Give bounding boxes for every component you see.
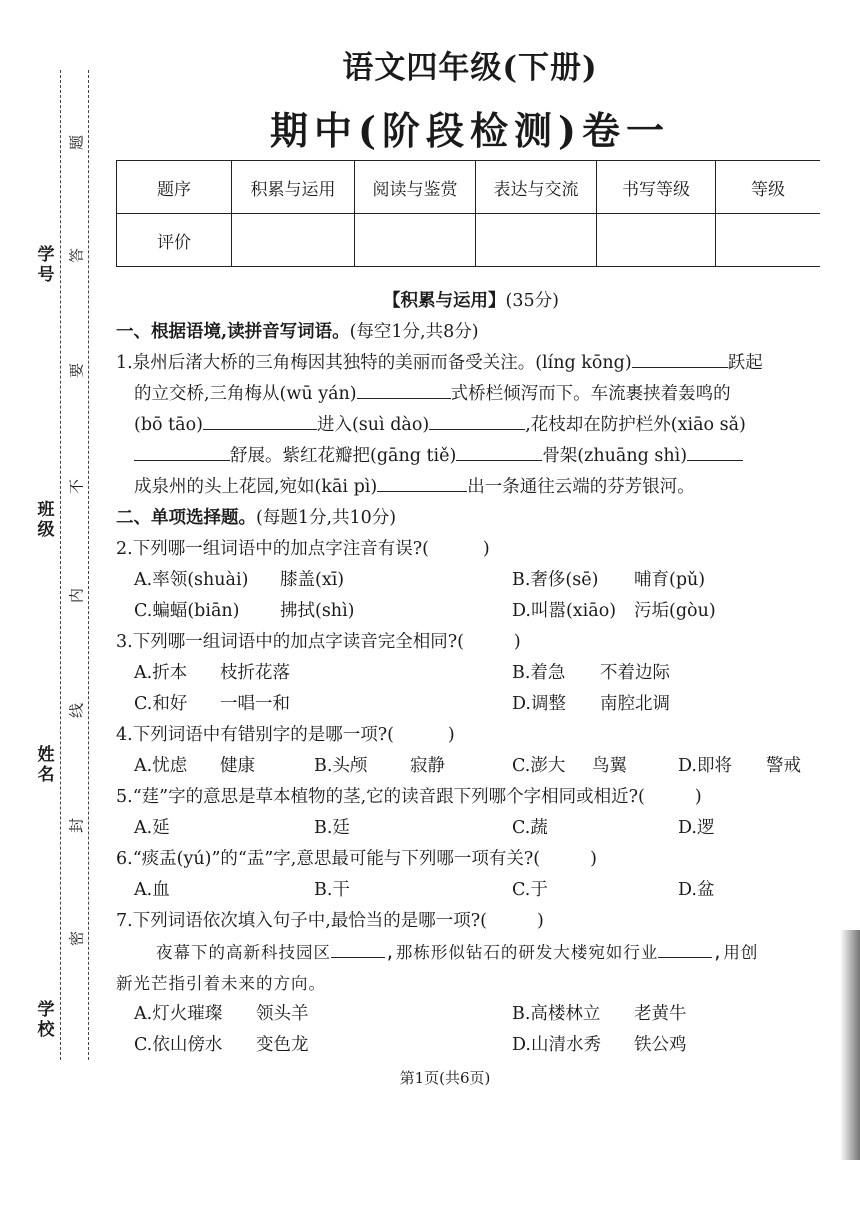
seal-char-6: 线	[67, 703, 86, 719]
question-5	[116, 782, 826, 844]
seal-char-2: 答	[67, 248, 86, 264]
q7-passage-line-2	[116, 968, 826, 999]
option-b-word1[interactable]: B.头颅	[314, 756, 368, 776]
q2-close: )	[482, 539, 490, 559]
exam-title: 语文四年级(下册)	[342, 50, 598, 86]
option-b-word2: 老黄牛	[634, 1004, 687, 1024]
label-name: 姓名	[37, 745, 55, 785]
q1-line-4	[116, 441, 826, 472]
section-title: 【积累与运用】	[383, 291, 506, 311]
q5-stem-text: 5.“莛”字的意思是草本植物的茎,它的读音跟下列哪个字相同或相近?(	[116, 787, 645, 807]
option-a-word2: 膝盖(xī)	[280, 570, 345, 590]
exam-subtitle: 期中(阶段检测)卷一	[270, 108, 670, 153]
option-a-word1[interactable]: A.忧虑	[134, 756, 188, 776]
q7-options-row-2	[116, 1030, 826, 1061]
q1-text: 出一条通往云端的芬芳银河。	[467, 477, 695, 497]
question-7	[116, 906, 826, 1061]
option-b-word2: 哺育(pǔ)	[634, 570, 706, 590]
q7-passage-text: ,用创	[712, 943, 759, 962]
answer-blank[interactable]	[377, 473, 467, 492]
q7-passage-text: 夜幕下的高新科技园区	[156, 943, 331, 962]
q6-stem-text: 6.“痰盂(yú)”的“盂”字,意思最可能与下列哪一项有关?(	[116, 849, 541, 869]
q5-close: )	[694, 787, 702, 807]
q4-close: )	[447, 725, 455, 745]
option-d-word2: 铁公鸡	[634, 1035, 687, 1055]
q1-text: ,花枝却在防护栏外(xiāo sǎ)	[525, 415, 746, 435]
q4-stem-text: 4.下列词语中有错别字的是哪一项?(	[116, 725, 394, 745]
q7-stem	[116, 906, 826, 937]
option-d-word2: 污垢(gòu)	[634, 601, 716, 621]
q1-text: 成泉州的头上花园,宛如(kāi pì)	[134, 477, 378, 497]
question-4	[116, 720, 826, 782]
option-d-word1[interactable]: D.调整	[512, 694, 566, 714]
q1-text: 的立交桥,三角梅从(wū yán)	[134, 384, 357, 404]
option-c-word1[interactable]: C.依山傍水	[134, 1035, 223, 1055]
dashed-line-outer	[60, 70, 61, 1060]
option-a-word1[interactable]: A.率领(shuài)	[134, 570, 249, 590]
option-d[interactable]: D.逻	[678, 818, 715, 838]
q6-close: )	[590, 849, 597, 869]
q7-passage-line-1	[116, 937, 826, 968]
q1-line-5	[116, 472, 826, 503]
option-d-word2: 南腔北调	[600, 694, 670, 714]
score-cell[interactable]	[597, 214, 716, 267]
option-c-word1[interactable]: C.和好	[134, 694, 188, 714]
score-header-cell: 书写等级	[597, 161, 716, 214]
q1-text: (bō tāo)	[134, 415, 203, 435]
answer-blank[interactable]	[331, 939, 385, 958]
label-school: 学校	[37, 1000, 55, 1040]
answer-blank[interactable]	[687, 442, 743, 461]
option-d[interactable]: D.盆	[678, 880, 715, 900]
score-header-cell: 等级	[716, 161, 821, 214]
option-b[interactable]: B.干	[314, 880, 350, 900]
option-d-word2: 警戒	[766, 756, 801, 776]
answer-blank[interactable]	[456, 442, 542, 461]
q1-text: 1.泉州后渚大桥的三角梅因其独特的美丽而备受关注。(líng kōng)	[116, 353, 632, 373]
q4-options-row	[116, 751, 826, 782]
option-b-word1[interactable]: B.奢侈(sē)	[512, 570, 599, 590]
option-c[interactable]: C.于	[512, 880, 548, 900]
q2-options-row-2	[116, 596, 826, 627]
score-cell[interactable]	[232, 214, 355, 267]
option-b[interactable]: B.廷	[314, 818, 350, 838]
question-1	[116, 348, 826, 503]
option-d-word1[interactable]: D.即将	[678, 756, 732, 776]
q7-options-row-1	[116, 999, 826, 1030]
option-c-word2: 一唱一和	[220, 694, 290, 714]
option-a-word2: 枝折花落	[220, 663, 290, 683]
score-row-label: 评价	[117, 214, 232, 267]
q5-options-row	[116, 813, 826, 844]
q1-line-3	[116, 410, 826, 441]
seal-char-8: 密	[67, 931, 86, 947]
score-header-cell: 阅读与鉴赏	[355, 161, 476, 214]
scan-shadow	[840, 930, 860, 1160]
answer-blank[interactable]	[203, 411, 317, 430]
part2-heading-text: 二、单项选择题。	[116, 508, 256, 528]
section-points: (35分)	[505, 291, 559, 311]
q4-stem	[116, 720, 826, 751]
option-a-word2: 健康	[220, 756, 255, 776]
label-student-number: 学号	[37, 245, 55, 285]
page-number: 第1页(共6页)	[399, 1069, 491, 1087]
score-cell[interactable]	[355, 214, 476, 267]
q1-line-1	[116, 348, 826, 379]
option-c-word1[interactable]: C.澎大	[512, 756, 566, 776]
option-b-word1[interactable]: B.着急	[512, 663, 566, 683]
seal-char-1: 题	[67, 135, 86, 151]
part1-note: (每空1分,共8分)	[349, 322, 479, 342]
q1-text: 进入(suì dào)	[316, 415, 430, 435]
part1-heading-text: 一、根据语境,读拼音写词语。	[116, 322, 350, 342]
part2-heading	[116, 503, 826, 534]
score-cell[interactable]	[476, 214, 597, 267]
option-c-word2: 变色龙	[256, 1035, 309, 1055]
score-header-cell: 积累与运用	[232, 161, 355, 214]
option-d-word1[interactable]: D.山清水秀	[512, 1035, 601, 1055]
label-class: 班级	[37, 500, 55, 540]
option-a-word2: 领头羊	[256, 1004, 309, 1024]
q6-options-row	[116, 875, 826, 906]
q2-stem-text: 2.下列哪一组词语中的加点字注音有误?(	[116, 539, 429, 559]
q7-stem-text: 7.下列词语依次填入句子中,最恰当的是哪一项?(	[116, 911, 487, 931]
option-a[interactable]: A.血	[134, 880, 170, 900]
option-b-word2: 不着边际	[600, 663, 670, 683]
q1-text: 舒展。紫红花瓣把(gāng tiě)	[230, 446, 457, 466]
option-c-word2: 拂拭(shì)	[280, 601, 355, 621]
q3-stem	[116, 627, 826, 658]
q5-stem	[116, 782, 826, 813]
exam-body	[116, 284, 826, 1061]
option-a-word1[interactable]: A.灯火璀璨	[134, 1004, 223, 1024]
q7-close: )	[536, 911, 544, 931]
q3-stem-text: 3.下列哪一组词语中的加点字读音完全相同?(	[116, 632, 464, 652]
seal-char-3: 要	[67, 363, 86, 379]
q1-line-2	[116, 379, 826, 410]
question-3	[116, 627, 826, 720]
option-a[interactable]: A.延	[134, 818, 170, 838]
q1-text: 跃起	[727, 353, 763, 373]
q3-close: )	[513, 632, 521, 652]
seal-char-5: 内	[67, 588, 86, 604]
score-cell[interactable]	[716, 214, 821, 267]
part1-heading	[116, 317, 826, 348]
answer-blank[interactable]	[632, 349, 728, 368]
option-b-word2: 寂静	[410, 756, 445, 776]
q3-options-row-2	[116, 689, 826, 720]
score-header-cell: 题序	[117, 161, 232, 214]
option-b-word1[interactable]: B.高楼林立	[512, 1004, 601, 1024]
option-c-word1[interactable]: C.蝙蝠(biān)	[134, 601, 240, 621]
answer-blank[interactable]	[357, 380, 451, 399]
q7-passage-text: ,那栋形似钻石的研发大楼宛如行业	[385, 943, 659, 962]
q7-passage-text: 新光芒指引着未来的方向。	[116, 974, 326, 993]
question-6	[116, 844, 826, 906]
q3-options-row-1	[116, 658, 826, 689]
question-2	[116, 534, 826, 627]
section-heading	[116, 286, 826, 317]
option-d-word1[interactable]: D.叫嚣(xiāo)	[512, 601, 617, 621]
option-c-word2: 鸟翼	[592, 756, 627, 776]
q1-text: 骨架(zhuāng shì)	[542, 446, 688, 466]
part2-note: (每题1分,共10分)	[256, 508, 397, 528]
seal-char-7: 封	[67, 818, 86, 834]
answer-blank[interactable]	[134, 442, 230, 461]
q1-text: 式桥栏倾泻而下。车流裹挟着轰鸣的	[450, 384, 731, 404]
score-table-header-row	[117, 161, 821, 214]
answer-blank[interactable]	[429, 411, 525, 430]
score-table-eval-row	[117, 214, 821, 267]
answer-blank[interactable]	[658, 939, 712, 958]
score-table	[116, 160, 820, 267]
option-a-word1[interactable]: A.折本	[134, 663, 188, 683]
option-c[interactable]: C.蔬	[512, 818, 548, 838]
q6-stem	[116, 844, 826, 875]
binding-margin	[0, 0, 110, 1216]
q2-stem	[116, 534, 826, 565]
dashed-line-inner	[88, 70, 89, 1060]
score-header-cell: 表达与交流	[476, 161, 597, 214]
seal-char-4: 不	[67, 479, 86, 495]
q2-options-row-1	[116, 565, 826, 596]
